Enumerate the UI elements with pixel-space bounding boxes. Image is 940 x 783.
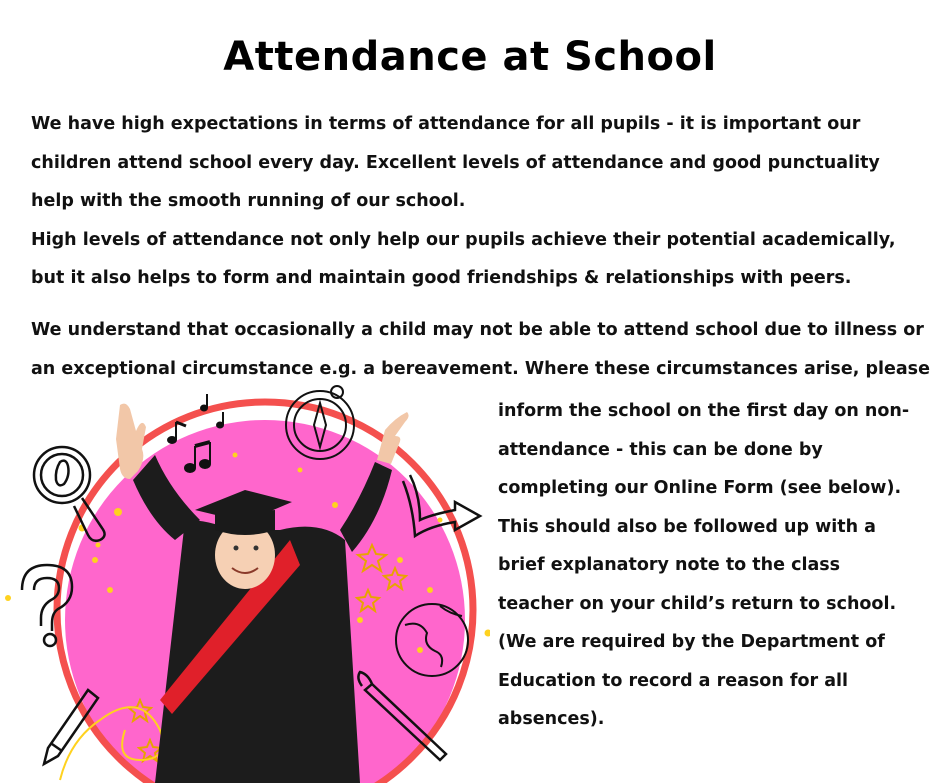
text-line: help with the smooth running of our school. — [31, 191, 466, 211]
text-line: High levels of attendance not only help our pupils achieve their potential academically, — [31, 229, 896, 250]
inform-paragraph — [498, 392, 909, 739]
text-line: (We are required by the Department of — [498, 632, 885, 652]
text-line: inform the school on the first day on non- — [498, 401, 910, 421]
text-line: This should also be followed up with a — [498, 516, 876, 537]
text-line: but it also helps to form and maintain good friendships & relationships with peers. — [31, 268, 852, 288]
text-line: absences). — [498, 709, 605, 729]
text-line: We have high expectations in terms of attendance for all pupils - it is important our — [31, 114, 861, 134]
text-line: We understand that occasionally a child may not be able to attend school due to illness or — [31, 320, 924, 340]
page-title: Attendance at School — [223, 34, 717, 80]
text-line: brief explanatory note to the class — [498, 555, 841, 575]
text-line: teacher on your child’s return to school. — [498, 593, 897, 614]
text-line: children attend school every day. Excellent levels of attendance and good punctuality — [31, 152, 880, 173]
text-line: Education to record a reason for all — [498, 670, 849, 691]
graduate-illustration — [0, 385, 490, 783]
text-line: an exceptional circumstance e.g. a bereavement. Where these circumstances arise, please — [31, 358, 930, 379]
absence-paragraph — [31, 311, 930, 388]
intro-paragraph — [31, 105, 895, 298]
question-mark-icon — [22, 565, 72, 646]
text-line: completing our Online Form (see below). — [498, 478, 902, 498]
text-line: attendance - this can be done by — [498, 439, 823, 460]
